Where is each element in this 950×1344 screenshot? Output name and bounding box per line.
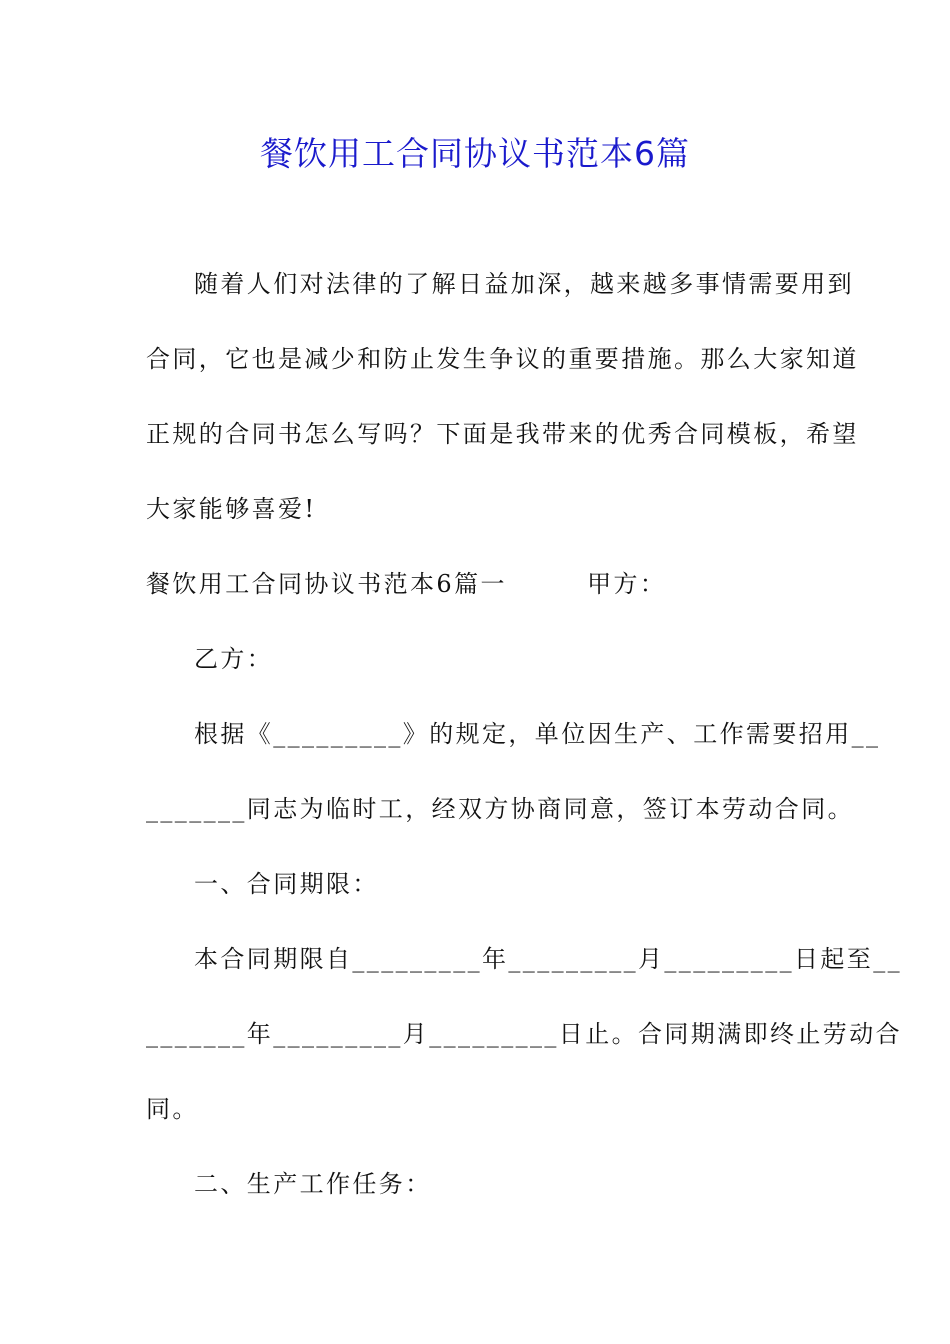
paragraph-line: 正规的合同书怎么写吗？下面是我带来的优秀合同模板，希望 <box>146 420 859 448</box>
paragraph-line: 本合同期限自_________年_________月_________日起至__ <box>194 945 902 973</box>
paragraph-line: _______同志为临时工，经双方协商同意，签订本劳动合同。 <box>146 795 854 823</box>
section-heading-line: 餐饮用工合同协议书范本6篇一 甲方： <box>146 570 667 598</box>
document-title: 餐饮用工合同协议书范本6篇 <box>260 134 690 173</box>
paragraph-line: 大家能够喜爱! <box>146 495 317 523</box>
paragraph-line: 同。 <box>146 1095 199 1123</box>
paragraph-line: 根据《_________》的规定，单位因生产、工作需要招用__ <box>194 720 881 748</box>
clause-heading: 二、生产工作任务： <box>194 1170 432 1198</box>
paragraph-line: 随着人们对法律的了解日益加深，越来越多事情需要用到 <box>194 270 854 298</box>
paragraph-line: _______年_________月_________日止。合同期满即终止劳动合 <box>146 1020 902 1048</box>
paragraph-line: 合同，它也是减少和防止发生争议的重要措施。那么大家知道 <box>146 345 859 373</box>
party-b-line: 乙方： <box>194 645 274 673</box>
clause-heading: 一、合同期限： <box>194 870 379 898</box>
